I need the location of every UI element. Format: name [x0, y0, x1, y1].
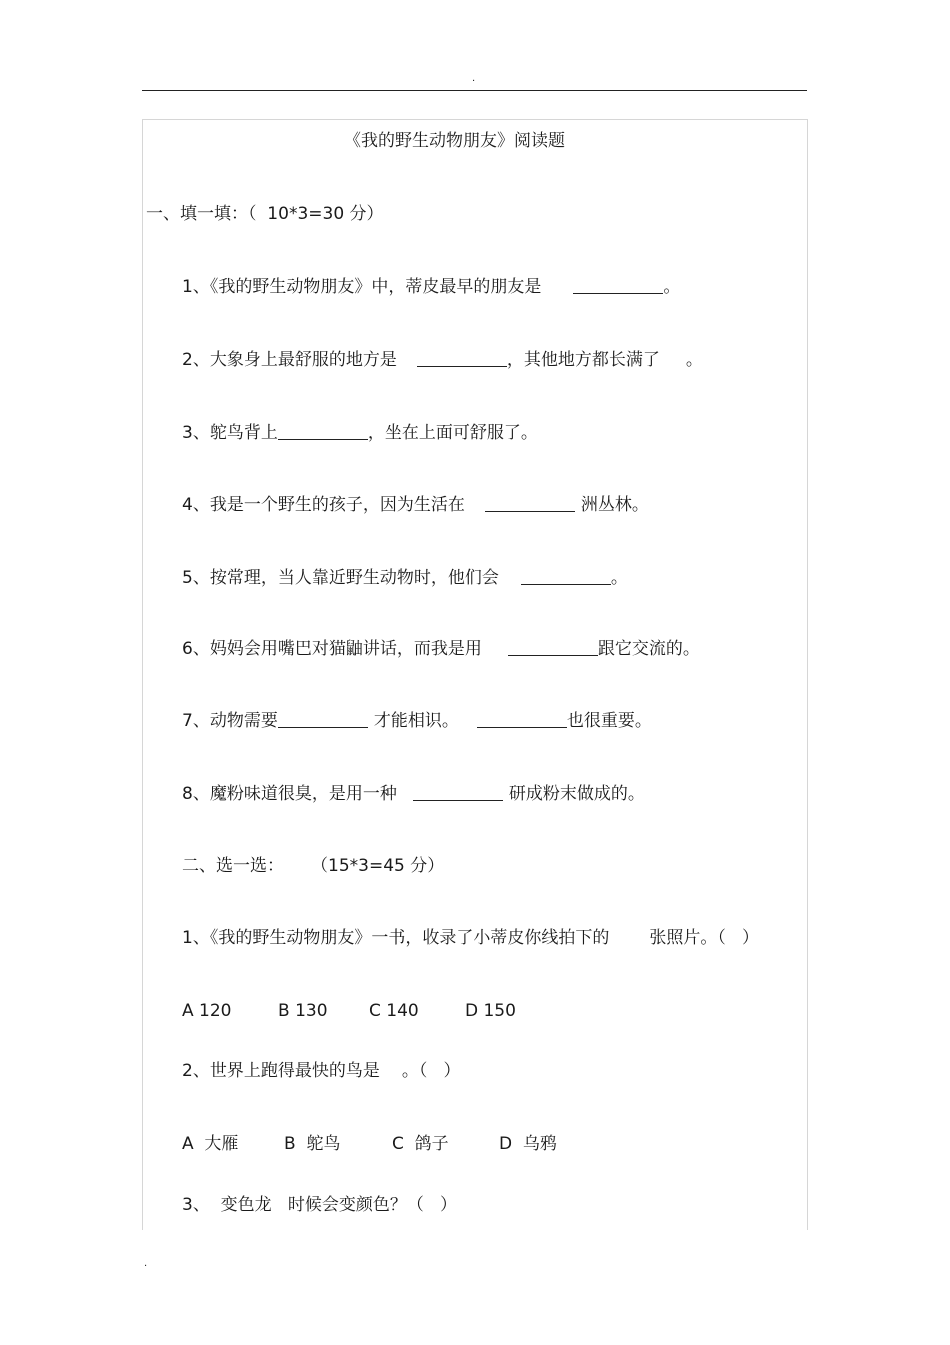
answer-blank[interactable] [413, 784, 503, 801]
answer-blank[interactable] [485, 495, 575, 512]
header-mark: . [472, 73, 476, 84]
answer-blank[interactable] [417, 350, 507, 367]
fill-question-3: 3、鸵鸟背上 ，坐在上面可舒服了。 [182, 423, 538, 443]
choice-options-1 [182, 1000, 516, 1022]
option-d[interactable]: D 乌鸦 [499, 1134, 557, 1154]
option-d[interactable]: D 150 [465, 1001, 516, 1021]
section1-heading: 一、填一填：（ 10*3=30 分） [146, 204, 384, 224]
option-a[interactable]: A 大雁 [182, 1134, 239, 1154]
fill-question-1: 1、《我的野生动物朋友》中，蒂皮最早的朋友是 。 [182, 277, 681, 297]
footer-mark: . [144, 1258, 148, 1269]
fill-question-6: 6、妈妈会用嘴巴对猫鼬讲话，而我是用 跟它交流的。 [182, 639, 700, 659]
answer-blank[interactable] [278, 423, 368, 440]
choice-question-1: 1、《我的野生动物朋友》一书，收录了小蒂皮你线拍下的 张照片。（ ） [182, 928, 760, 948]
option-a[interactable]: A 120 [182, 1001, 232, 1021]
option-b[interactable]: B 130 [278, 1001, 328, 1021]
page-title: 《我的野生动物朋友》阅读题 [344, 131, 565, 151]
fill-question-7: 7、动物需要 才能相识。 也很重要。 [182, 711, 652, 731]
answer-blank[interactable] [508, 639, 598, 656]
fill-question-2: 2、大象身上最舒服的地方是 ，其他地方都长满了 。 [182, 350, 703, 370]
answer-blank[interactable] [278, 711, 368, 728]
choice-options-2 [182, 1133, 557, 1155]
answer-blank[interactable] [521, 568, 611, 585]
section2-heading: 二、选一选： （15*3=45 分） [182, 856, 445, 876]
header-rule [142, 90, 807, 91]
answer-blank[interactable] [477, 711, 567, 728]
option-c[interactable]: C 140 [369, 1001, 419, 1021]
fill-question-5: 5、按常理，当人靠近野生动物时，他们会 。 [182, 568, 628, 588]
option-c[interactable]: C 鸽子 [392, 1134, 449, 1154]
answer-blank[interactable] [573, 277, 663, 294]
fill-question-8: 8、魔粉味道很臭，是用一种 研成粉末做成的。 [182, 784, 645, 804]
choice-question-3: 3、 变色龙 时候会变颜色？（ ） [182, 1195, 458, 1215]
choice-question-2: 2、世界上跑得最快的鸟是 。（ ） [182, 1061, 461, 1081]
option-b[interactable]: B 鸵鸟 [284, 1134, 341, 1154]
fill-question-4: 4、我是一个野生的孩子，因为生活在 洲丛林。 [182, 495, 649, 515]
